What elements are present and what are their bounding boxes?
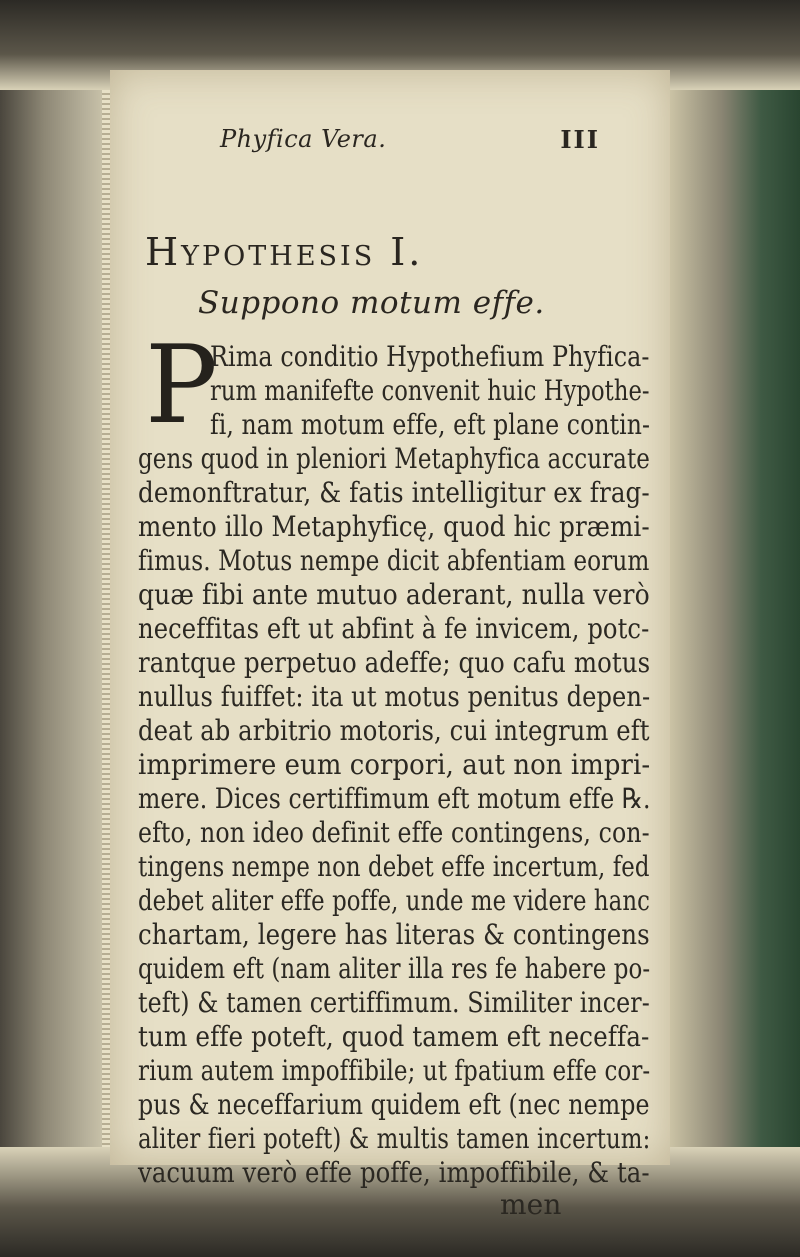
text-line: neceffitas eft ut abfint à fe invicem, potc- <box>138 612 650 645</box>
text-line: quæ fibi ante mutuo aderant, nulla verò <box>138 578 650 611</box>
hypothesis-heading: Hypothesis I. <box>145 230 424 274</box>
page-edges <box>102 0 110 1257</box>
text-line: tingens nempe non debet effe incertum, fed <box>138 850 650 883</box>
text-line: aliter fieri poteft) & multis tamen incertum: <box>138 1122 651 1155</box>
text-line: deat ab arbitrio motoris, cui integrum eft <box>138 714 650 747</box>
text-line: fi, nam motum effe, eft plane contin- <box>210 408 651 441</box>
book-spine-left <box>0 0 110 1257</box>
text-line: teft) & tamen certiffimum. Similiter incer- <box>138 986 650 1019</box>
running-head <box>220 125 600 155</box>
text-line: mere. Dices certiffimum eft motum effe ℞. <box>138 782 651 815</box>
text-line: debet aliter effe poffe, unde me videre hanc <box>138 884 650 917</box>
book-page <box>110 70 670 1221</box>
running-head-title: Phyfica Vera. <box>220 125 387 153</box>
text-line: Rima conditio Hypothefium Phyfica- <box>210 340 650 373</box>
text-line: rantque perpetuo adeffe; quo cafu motus <box>138 646 651 679</box>
text-line: efto, non ideo definit effe contingens, con- <box>138 816 650 849</box>
text-line: rium autem impoffibile; ut fpatium effe cor- <box>138 1054 651 1087</box>
catchword: men <box>500 1188 562 1221</box>
text-line: quidem eft (nam aliter illa res fe habere po- <box>138 952 651 985</box>
text-line: nullus fuiffet: ita ut motus penitus depen- <box>138 680 651 713</box>
text-line: demonftratur, & fatis intelligitur ex frag- <box>138 476 650 509</box>
text-line: chartam, legere has literas & contingens <box>138 918 650 951</box>
text-line: tum effe poteft, quod tamem eft neceffa- <box>138 1020 650 1053</box>
text-line: gens quod in pleniori Metaphyfica accurate <box>138 442 650 475</box>
text-line: fimus. Motus nempe dicit abfentiam eorum <box>138 544 650 577</box>
text-line: mento illo Metaphyficę, quod hic præmi- <box>138 510 650 543</box>
text-line: pus & neceffarium quidem eft (nec nempe <box>138 1088 650 1121</box>
drop-capital: P <box>145 323 218 448</box>
hypothesis-subheading: Suppono motum effe. <box>198 285 545 321</box>
text-line: vacuum verò effe poffe, impoffibile, & ta- <box>138 1156 650 1189</box>
right-background <box>670 50 800 1150</box>
page-number: III <box>560 125 600 154</box>
text-line: imprimere eum corpori, aut non impri- <box>138 748 651 781</box>
text-line: rum manifefte convenit huic Hypothe- <box>210 374 650 407</box>
